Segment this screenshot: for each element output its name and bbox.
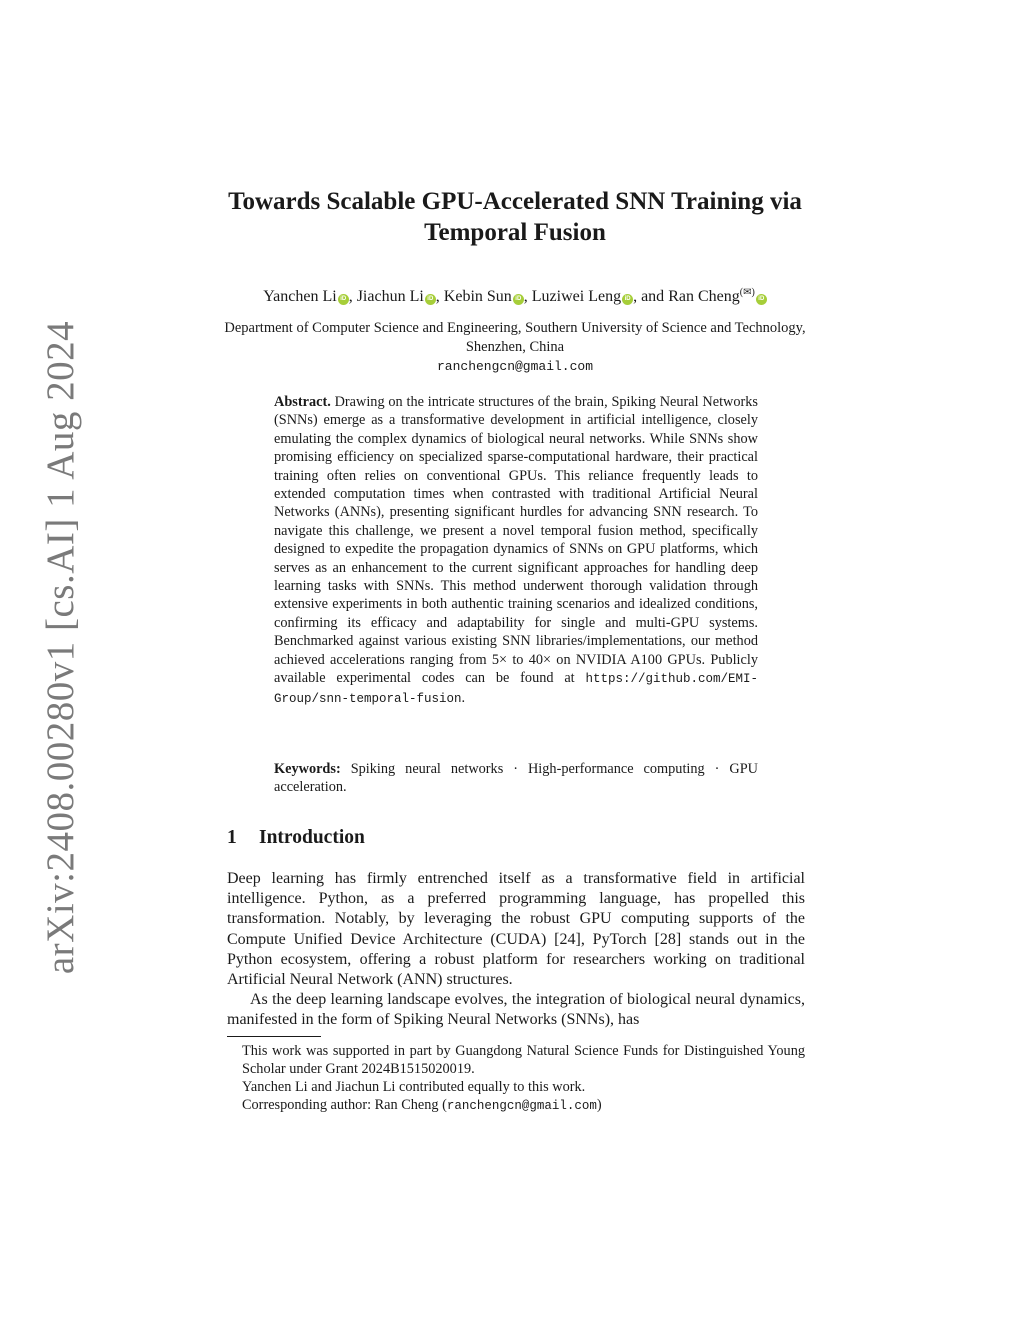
author-conjunction: and (641, 288, 665, 305)
footnote-email[interactable]: ranchengcn@gmail.com (446, 1099, 597, 1113)
body-paragraph: Deep learning has firmly entrenched itself as a transformative field in artificial intelligence. Python, as a preferred programming language, has propelled this transformation. Notably, by leveraging the robust GPU computing supports of the Compute Unified Device Architecture (CUDA) [24], PyTorch [28] stands out in the Python ecosystem, offering a robust platform for researchers working on traditional Artificial Neural Network (ANN) structures. (227, 870, 805, 989)
author (668, 288, 767, 305)
code-repository-link[interactable]: https://github.com/EMI-Group/snn-temporal-fusion (274, 672, 758, 706)
keywords-label: Keywords: (274, 761, 341, 777)
author-name: Luziwei Leng (531, 288, 622, 305)
footnote-funding: This work was supported in part by Guangdong Natural Science Funds for Distinguished Young Scholar under Grant 2024B1515020019. (242, 1043, 805, 1078)
body-paragraph: As the deep learning landscape evolves, the integration of biological neural dynamics, manifested in the form of Spiking Neural Networks (SNNs), has (227, 991, 805, 1029)
author (357, 288, 436, 305)
abstract-text: Drawing on the intricate structures of the brain, Spiking Neural Networks (SNNs) emerge as a transformative development in artificial intelligence, closely emulating the complex dynamics of biological neural networks. While SNNs show promising efficiency on specialized sparse-computational hardware, their practical training often relies on conventional GPUs. This reliance frequently leads to extended computation times when contrasted with traditional Artificial Neural Networks (ANNs), presenting significant hurdles for advancing SNN research. To navigate this challenge, we present a novel temporal fusion method, specifically designed to expedite the propagation dynamics of SNNs on GPU platforms, which serves as an enhancement to the current significant approaches for handling deep learning tasks with SNNs. This method underwent thorough validation through extensive experiments in both authentic training scenarios and idealized conditions, confirming its efficacy and adaptability for single and multi-GPU systems. Benchmarked against various existing SNN libraries/implementations, our method achieved accelerations ranging from 5× to 40× on NVIDIA A100 GPUs. Publicly available experimental codes can be found at (274, 394, 758, 687)
section-title: Introduction (259, 827, 365, 848)
author (444, 288, 524, 305)
paper-title: Towards Scalable GPU-Accelerated SNN Training via Temporal Fusion (228, 188, 802, 246)
section-heading (227, 826, 365, 850)
footnote-divider (227, 1036, 321, 1037)
keywords (274, 760, 758, 797)
abstract-end: . (461, 689, 466, 706)
orcid-icon[interactable]: iD (513, 294, 524, 305)
footnote-corresponding-suffix: ) (596, 1097, 602, 1113)
author (263, 288, 348, 305)
footnote-corresponding (242, 1096, 805, 1115)
orcid-icon[interactable]: iD (338, 294, 349, 305)
author-name: Ran Cheng (668, 288, 740, 305)
author (532, 288, 633, 305)
footnote-equal-contribution: Yanchen Li and Jiachun Li contributed equally to this work. (242, 1079, 586, 1095)
orcid-icon[interactable]: iD (622, 294, 633, 305)
author-name: Yanchen Li (263, 288, 337, 305)
affiliation: Department of Computer Science and Engineering, Southern University of Science and Technology, Shenzhen, China (224, 320, 806, 355)
arxiv-identifier (28, 320, 94, 975)
corresponding-author-mark: (✉) (739, 287, 755, 298)
keywords-text: Spiking neural networks · High-performance computing · GPU acceleration. (274, 761, 758, 796)
abstract (274, 393, 758, 708)
author-list: Yanchen Li iD , Jiachun Li iD , Kebin Sun iD , Luziwei Leng iD , and Ran Cheng(✉)iD (180, 283, 850, 307)
contact-email[interactable]: ranchengcn@gmail.com (436, 359, 594, 374)
arxiv-identifier-text: arXiv:2408.00280v1 [cs.AI] 1 Aug 2024 (39, 320, 83, 975)
orcid-icon[interactable]: iD (425, 294, 436, 305)
author-name: Kebin Sun (443, 288, 512, 305)
orcid-icon[interactable]: iD (756, 294, 767, 305)
footnote-corresponding-prefix: Corresponding author: Ran Cheng ( (242, 1097, 447, 1113)
author-name: Jiachun Li (356, 288, 424, 305)
abstract-label: Abstract. (274, 394, 331, 410)
section-number: 1 (227, 827, 237, 848)
